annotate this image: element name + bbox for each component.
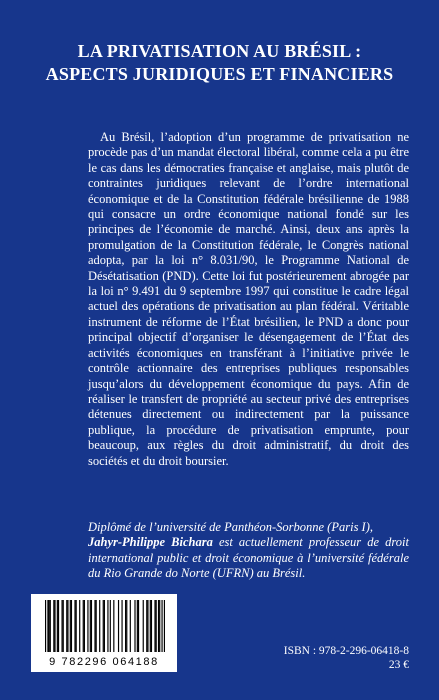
barcode-bar xyxy=(154,600,155,652)
barcode-bar xyxy=(63,600,64,652)
barcode-bar xyxy=(138,600,139,652)
barcode xyxy=(31,594,177,672)
book-summary: Au Brésil, l’adoption d’un programme de privatisation ne procède pas d’un mandat électoral libéral, comme cela a pu être le cas dans les démocraties française et anglaise, mais plutôt de contraintes juridiques relevant de l’ordre international économique et de la Constitution fédérale brésilienne de 1988 qui consacre un ordre économique national fondé sur les principes de l’économie de marché. Ainsi, deux ans après la promulgation de la Constitution fédérale, le Congrès national adopta, par la loi n° 8.031/90, le Programme National de Désétatisation (PND). Cette loi fut postérieurement abrogée par la loi n° 9.491 du 9 septembre 1997 qui constitue le cadre légal actuel des opérations de privatisation au plan fédéral. Véritable instrument de réforme de l’État brésilien, le PND a donc pour principal objectif d’organiser le désengagement de l’État des activités économiques en transférant à l’initiative privée le contrôle actionnaire des entreprises publiques responsables jusqu’alors du développement économique du pays. Afin de réaliser le transfert de propriété au secteur privé des entreprises détenues directement ou indirectement par la puissance publique, la procédure de privatisation emprunte, pour beaucoup, aux règles du droit administratif, du droit des sociétés et du droit boursier. xyxy=(88,130,409,468)
barcode-bars xyxy=(31,594,177,656)
isbn-number: ISBN : 978-2-296-06418-8 xyxy=(283,645,409,657)
barcode-bar xyxy=(57,600,58,652)
barcode-bar xyxy=(50,600,51,652)
barcode-bar xyxy=(134,600,135,652)
barcode-bar xyxy=(87,600,88,652)
barcode-bar xyxy=(137,600,138,652)
barcode-bar xyxy=(118,600,119,652)
barcode-bar xyxy=(104,600,105,652)
barcode-bar xyxy=(53,600,54,652)
barcode-bar xyxy=(156,600,157,652)
barcode-bar xyxy=(94,600,95,652)
barcode-bar xyxy=(110,600,111,652)
barcode-bar xyxy=(91,600,92,652)
barcode-bar xyxy=(58,600,59,652)
barcode-bar xyxy=(49,600,50,652)
barcode-bar xyxy=(125,600,126,652)
barcode-bar xyxy=(150,600,151,652)
barcode-digits: 9 782296 064188 xyxy=(49,656,159,668)
barcode-bar xyxy=(130,600,131,652)
barcode-bar xyxy=(54,600,55,652)
barcode-bar xyxy=(147,600,148,652)
barcode-bar xyxy=(151,600,152,652)
barcode-bar xyxy=(113,600,114,652)
barcode-bar xyxy=(90,600,91,652)
barcode-bar xyxy=(159,600,160,652)
isbn-block xyxy=(284,644,409,672)
barcode-bar xyxy=(143,600,144,652)
barcode-bar xyxy=(107,600,108,652)
barcode-bar xyxy=(84,600,85,652)
barcode-bar xyxy=(161,600,162,652)
barcode-bar xyxy=(158,600,159,652)
book-title xyxy=(0,40,439,86)
title-line-1: LA PRIVATISATION AU BRÉSIL : xyxy=(77,41,362,61)
barcode-bar xyxy=(146,600,147,652)
barcode-bar xyxy=(99,600,100,652)
author-bio xyxy=(88,520,409,582)
author-name: Jahyr-Philippe Bichara xyxy=(88,535,213,550)
title-line-2: ASPECTS JURIDIQUES ET FINANCIERS xyxy=(45,64,394,84)
barcode-bar xyxy=(164,600,165,652)
barcode-bar xyxy=(103,600,104,652)
bio-intro: Diplômé de l’université de Panthéon-Sorbonne (Paris I), xyxy=(88,520,374,534)
barcode-bar xyxy=(71,600,72,652)
barcode-bar xyxy=(96,600,97,652)
barcode-bar xyxy=(67,600,68,652)
bio-description: est actuellement professeur de droit international public et droit économique à l’université fédérale du Rio Grande do Norte (UFRN) au Brésil. xyxy=(88,535,409,581)
price: 23 € xyxy=(388,659,409,671)
barcode-bar xyxy=(45,600,46,652)
barcode-bar xyxy=(70,600,71,652)
barcode-bar xyxy=(126,600,127,652)
barcode-bar xyxy=(83,600,84,652)
barcode-bar xyxy=(121,600,122,652)
barcode-bar xyxy=(79,600,80,652)
barcode-bar xyxy=(74,600,75,652)
barcode-bar xyxy=(76,600,77,652)
barcode-bar xyxy=(47,600,48,652)
barcode-bar xyxy=(61,600,62,652)
barcode-bar xyxy=(66,600,67,652)
